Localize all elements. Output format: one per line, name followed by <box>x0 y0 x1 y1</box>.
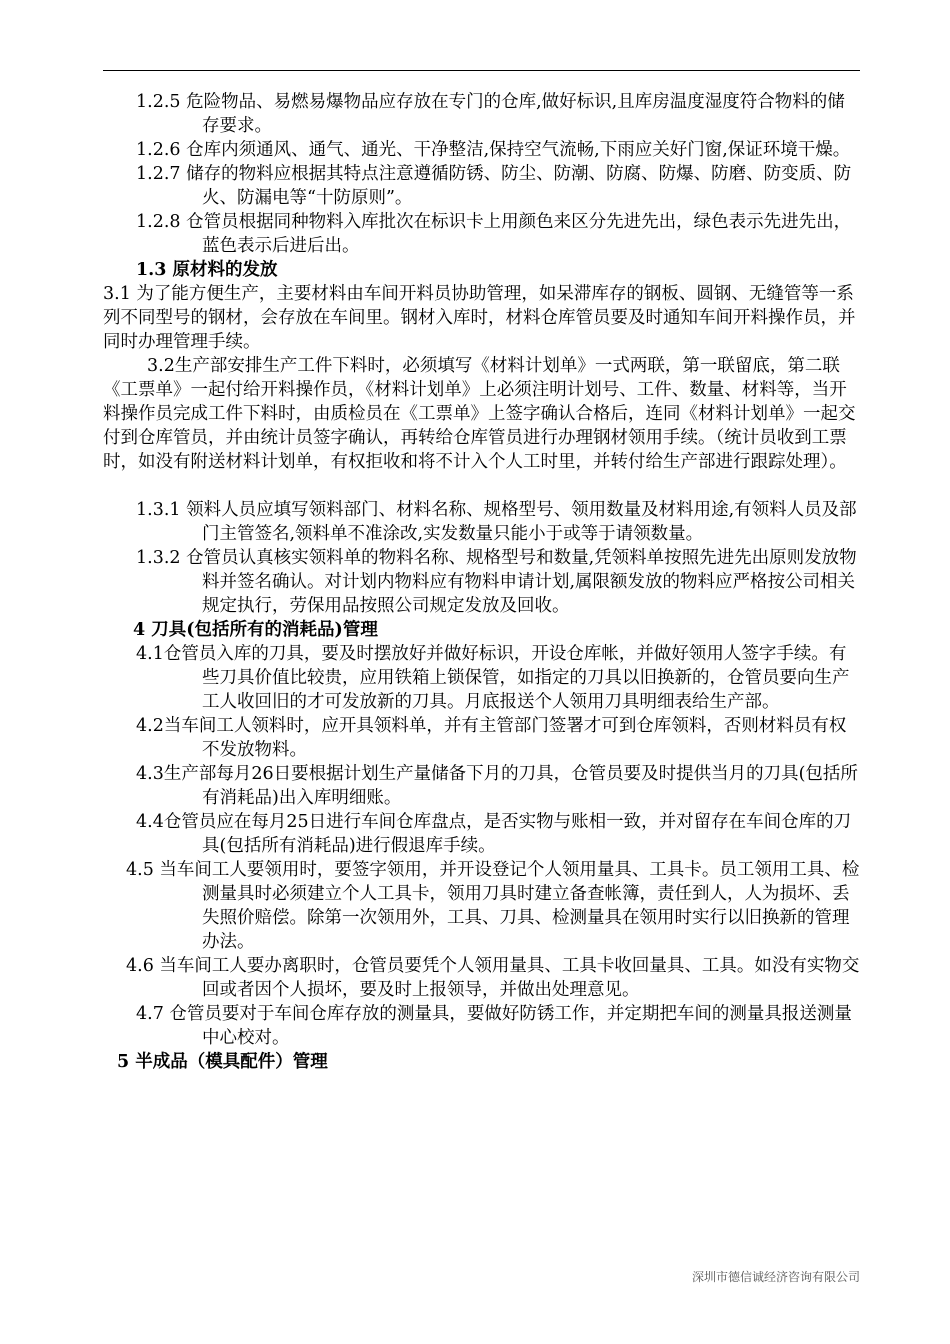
footer-company-name: 深圳市德信诚经济咨询有限公司 <box>691 1270 860 1284</box>
document-body <box>103 90 860 1074</box>
section-heading-4: 4 刀具(包括所有的消耗品)管理 <box>133 620 378 640</box>
spacer <box>103 474 860 498</box>
section-heading-5: 5 半成品（模具配件）管理 <box>117 1052 328 1072</box>
item-1-2-8: 1.2.8 仓管员根据同种物料入库批次在标识卡上用颜色来区分先进先出，绿色表示先进先出，蓝色表示后进后出。 <box>136 212 852 256</box>
item-4-6: 4.6 当车间工人要办离职时，仓管员要凭个人领用量具、工具卡收回量具、工具。如没有实物交回或者因个人损坏，要及时上报领导，并做出处理意见。 <box>126 956 860 1000</box>
paragraph-3-2: 3.2生产部安排生产工件下料时，必须填写《材料计划单》一式两联，第一联留底，第二联《工票单》一起付给开料操作员，《材料计划单》上必须注明计划号、工件、数量、材料等，当开料操作员完成工件下料时，由质检员在《工票单》上签字确认合格后，连同《材料计划单》一起交付到仓库管员，并由统计员签字确认，再转给仓库管员进行办理钢材领用手续。（统计员收到工票时，如没有附送材料计划单，有权拒收和将不计入个人工时里，并转付给生产部进行跟踪处理）。 <box>103 356 856 472</box>
header-rule <box>103 70 860 71</box>
paragraph-3-1: 3.1 为了能方便生产，主要材料由车间开料员协助管理，如呆滞库存的钢板、圆钢、无缝管等一系列不同型号的钢材，会存放在车间里。钢材入库时，材料仓库管员要及时通知车间开料操作员，并同时办理管理手续。 <box>103 284 856 352</box>
item-4-7: 4.7 仓管员要对于车间仓库存放的测量具，要做好防锈工作，并定期把车间的测量具报送测量中心校对。 <box>136 1004 852 1048</box>
item-1-2-5: 1.2.5 危险物品、易燃易爆物品应存放在专门的仓库,做好标识,且库房温度湿度符合物料的储存要求。 <box>136 92 845 136</box>
item-4-2: 4.2当车间工人领料时，应开具领料单，并有主管部门签署才可到仓库领料，否则材料员有权不发放物料。 <box>136 716 847 760</box>
item-4-3: 4.3生产部每月26日要根据计划生产量储备下月的刀具，仓管员要及时提供当月的刀具(包括所有消耗品)出入库明细账。 <box>136 764 858 808</box>
item-1-2-6: 1.2.6 仓库内须通风、通气、通光、干净整洁,保持空气流畅,下雨应关好门窗,保证环境干燥。 <box>136 140 851 160</box>
item-1-2-7: 1.2.7 储存的物料应根据其特点注意遵循防锈、防尘、防潮、防腐、防爆、防磨、防变质、防火、防漏电等“十防原则”。 <box>136 164 852 208</box>
item-4-5: 4.5 当车间工人要领用时，要签字领用，并开设登记个人领用量具、工具卡。员工领用工具、检测量具时必须建立个人工具卡，领用刀具时建立备查帐簿，责任到人，人为损坏、丢失照价赔偿。除第一次领用外，工具、刀具、检测量具在领用时实行以旧换新的管理办法。 <box>126 860 860 952</box>
item-1-3-1: 1.3.1 领料人员应填写领料部门、材料名称、规格型号、领用数量及材料用途,有领料人员及部门主管签名,领料单不准涂改,实发数量只能小于或等于请领数量。 <box>136 500 857 544</box>
item-4-1: 4.1仓管员入库的刀具，要及时摆放好并做好标识，开设仓库帐，并做好领用人签字手续。有些刀具价值比较贵，应用铁箱上锁保管，如指定的刀具以旧换新的，仓管员要向生产工人收回旧的才可发放新的刀具。月底报送个人领用刀具明细表给生产部。 <box>136 644 850 712</box>
item-4-4: 4.4仓管员应在每月25日进行车间仓库盘点，是否实物与账相一致，并对留存在车间仓库的刀具(包括所有消耗品)进行假退库手续。 <box>136 812 852 856</box>
section-heading-1-3: 1.3 原材料的发放 <box>136 260 278 280</box>
item-1-3-2: 1.3.2 仓管员认真核实领料单的物料名称、规格型号和数量,凭领料单按照先进先出原则发放物料并签名确认。对计划内物料应有物料申请计划,属限额发放的物料应严格按公司相关规定执行，劳保用品按照公司规定发放及回收。 <box>136 548 857 616</box>
